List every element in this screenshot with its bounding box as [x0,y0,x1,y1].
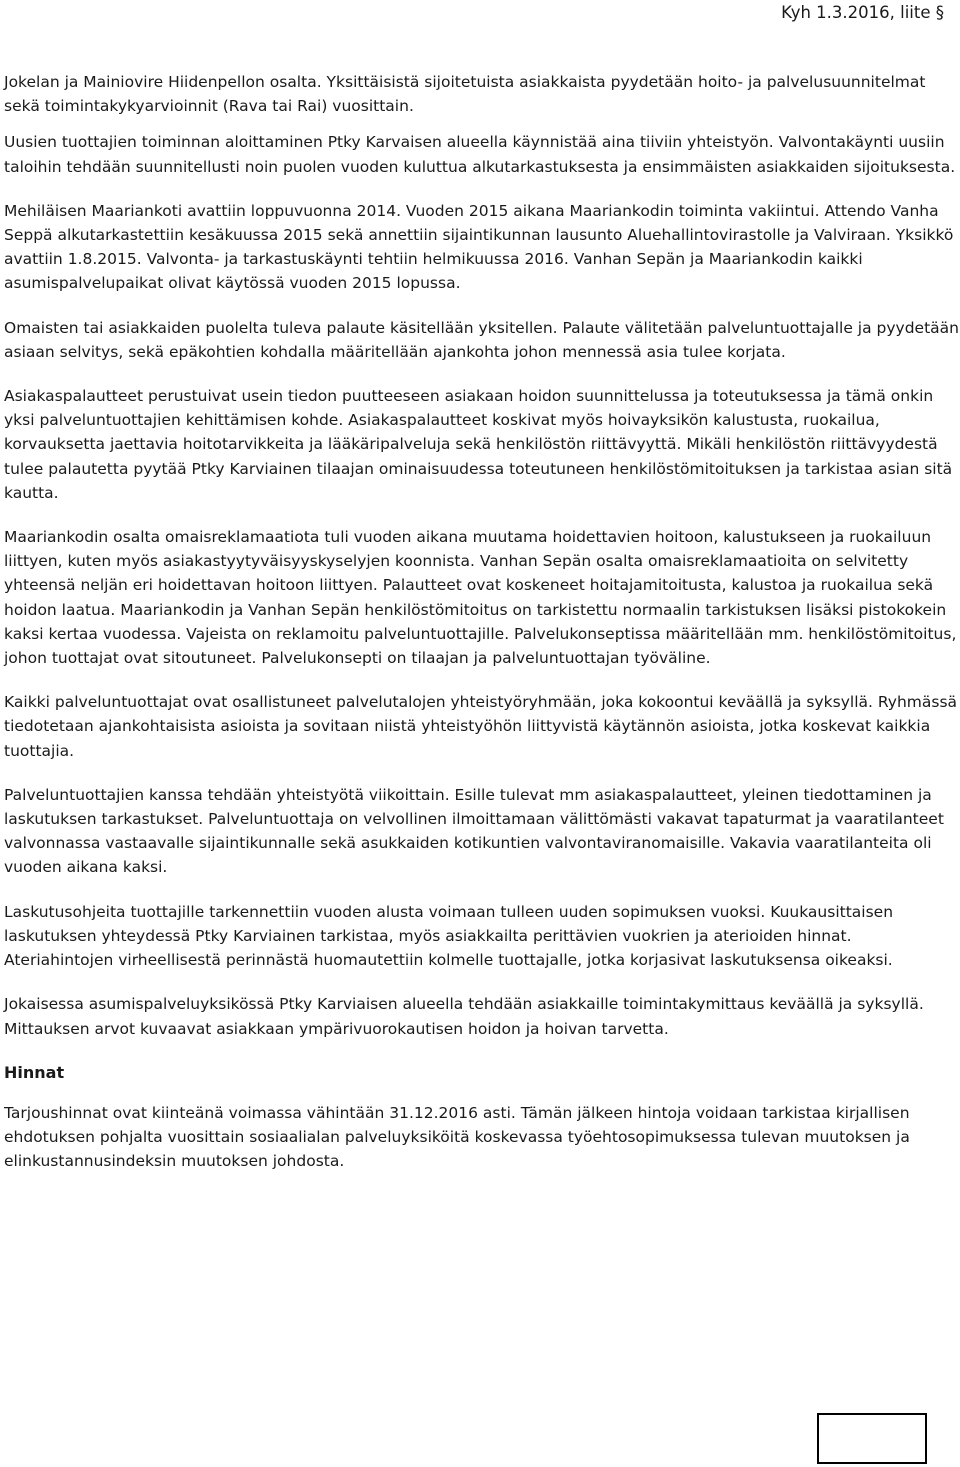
paragraph-prices: Tarjoushinnat ovat kiinteänä voimassa vähintään 31.12.2016 asti. Tämän jälkeen hintoja voidaan tarkistaa kirjallisen ehdotuksen pohjalta vuosittain sosiaalialan palveluyksiköitä koskevassa työehtosopimuksessa tulevan muutoksen ja elinkustannusindeksin muutoksen johdosta. [4,1103,910,1171]
paragraph-weekly-cooperation: Palveluntuottajien kanssa tehdään yhteistyötä viikoittain. Esille tulevat mm asiakaspalautteet, yleinen tiedottaminen ja laskutuksen tarkastukset. Palveluntuottaja on velvollinen ilmoittamaan välittömästi vakavat tapaturmat ja vaaratilanteet valvonnassa vastaavalle sijaintikunnalle sekä asukkaiden kotikuntien valvontaviranomaisille. Vakavia vaaratilanteita oli vuoden aikana kaksi. [4,785,944,877]
document-reference: Kyh 1.3.2016, liite § [781,3,944,22]
paragraph-new-providers: Uusien tuottajien toiminnan aloittaminen Ptky Karvaisen alueella käynnistää aina tiiviin yhteistyön. Valvontakäynti uusiin taloihin tehdään suunnitellusti noin puolen vuoden kuluttua alkutarkastuksesta ja ensimmäisten asiakkaiden sijoituksesta. [4,133,956,176]
paragraph-maariankoti-vanha-seppa: Mehiläisen Maariankoti avattiin loppuvuonna 2014. Vuoden 2015 aikana Maariankodin toiminta vakiintui. Attendo Vanha Seppä alkutarkastettiin kesäkuussa 2015 sekä annettiin sijaintikunnan lausunto Aluehallintovirastolle ja Valviraan. Yksikkö avattiin 1.8.2015. Valvonta- ja tarkastuskäynti tehtiin helmikuussa 2016. Vanhan Sepän ja Maariankodin kaikki asumispalvelupaikat olivat käytössä vuoden 2015 lopussa. [4,201,954,293]
paragraph-functional-assessment: Jokaisessa asumispalveluyksikössä Ptky Karviaisen alueella tehdään asiakkaille toimintakymittaus keväällä ja syksyllä. Mittauksen arvot kuvaavat asiakkaan ympärivuorokautisen hoidon ja hoivan tarvetta. [4,995,924,1038]
paragraph-monitoring-plans: Jokelan ja Mainiovire Hiidenpellon osalta. Yksittäisistä sijoitetuista asiakkaista pyydetään hoito- ja palvelusuunnitelmat sekä toimintakykyarvioinnit (Rava tai Rai) vuosittain. [4,73,926,116]
paragraph-billing: Laskutusohjeita tuottajille tarkennettiin vuoden alusta voimaan tulleen uuden sopimuksen vuoksi. Kuukausittaisen laskutuksen yhteydessä Ptky Karviainen tarkistaa, myös asiakkailta perittävien vuokrien ja aterioiden hinnat. Ateriahintojen virheellisestä perinnästä huomautettiin kolmelle tuottajalle, jotka korjasivat laskutuksensa oikeaksi. [4,902,894,970]
paragraph-cooperation-group: Kaikki palveluntuottajat ovat osallistuneet palvelutalojen yhteistyöryhmään, joka kokoontui keväällä ja syksyllä. Ryhmässä tiedotetaan ajankohtaisista asioista ja sovitaan niistä yhteistyöhön liittyvistä käytännön asioista, jotka koskevat kaikkia tuottajia. [4,693,958,760]
paragraph-complaints: Maariankodin osalta omaisreklamaatiota tuli vuoden aikana muutama hoidettavien hoitoon, kalustukseen ja ruokailuun liittyen, kuten myös asiakastyytyväisyyskyselyjen koonnista. Vanhan Sepän osalta omaisreklamaatioita on selvitetty yhteensä neljän eri hoidettavan hoitoon liittyen. Palautteet ovat koskeneet hoitajamitoitusta, kalustoa ja ruokailua sekä hoidon laatua. Maariankodin ja Vanhan Sepän henkilöstömitoitus on tarkistettu normaalin tarkistuksen lisäksi pistokokein kaksi kertaa vuodessa. Vajeista on reklamoitu palveluntuottajille. Palvelukonseptissa määritellään mm. henkilöstömitoitus, johon tuottajat ovat sitoutuneet. Palvelukonsepti on tilaajan ja palveluntuottajan työväline. [4,528,957,668]
paragraph-feedback-handling: Omaisten tai asiakkaiden puolelta tuleva palaute käsitellään yksitellen. Palaute välitetään palveluntuottajalle ja pyydetään asiaan selvitys, sekä epäkohtien kohdalla määritellään ajankohta johon mennessä asia tulee korjata. [4,318,959,361]
page-number-box [817,1413,927,1464]
document-body [4,70,959,1194]
heading-prices: Hinnat [4,1062,65,1082]
paragraph-customer-feedback: Asiakaspalautteet perustuivat usein tiedon puutteeseen asiakaan hoidon suunnittelussa ja toteutuksessa ja tämä onkin yksi palveluntuottajien kehittämisen kohde. Asiakaspalautteet koskivat myös hoivayksikön kalustusta, ruokailua, korvauksetta jaettavia hoitotarvikkeita ja lääkäripalveluja sekä henkilöstön riittävyyttä. Mikäli henkilöstön riittävyydestä tulee palautetta pyytää Ptky Karviainen tilaajan ominaisuudessa toteutuneen henkilöstömitoituksen ja tarkistaa asian sitä kautta. [4,387,953,502]
